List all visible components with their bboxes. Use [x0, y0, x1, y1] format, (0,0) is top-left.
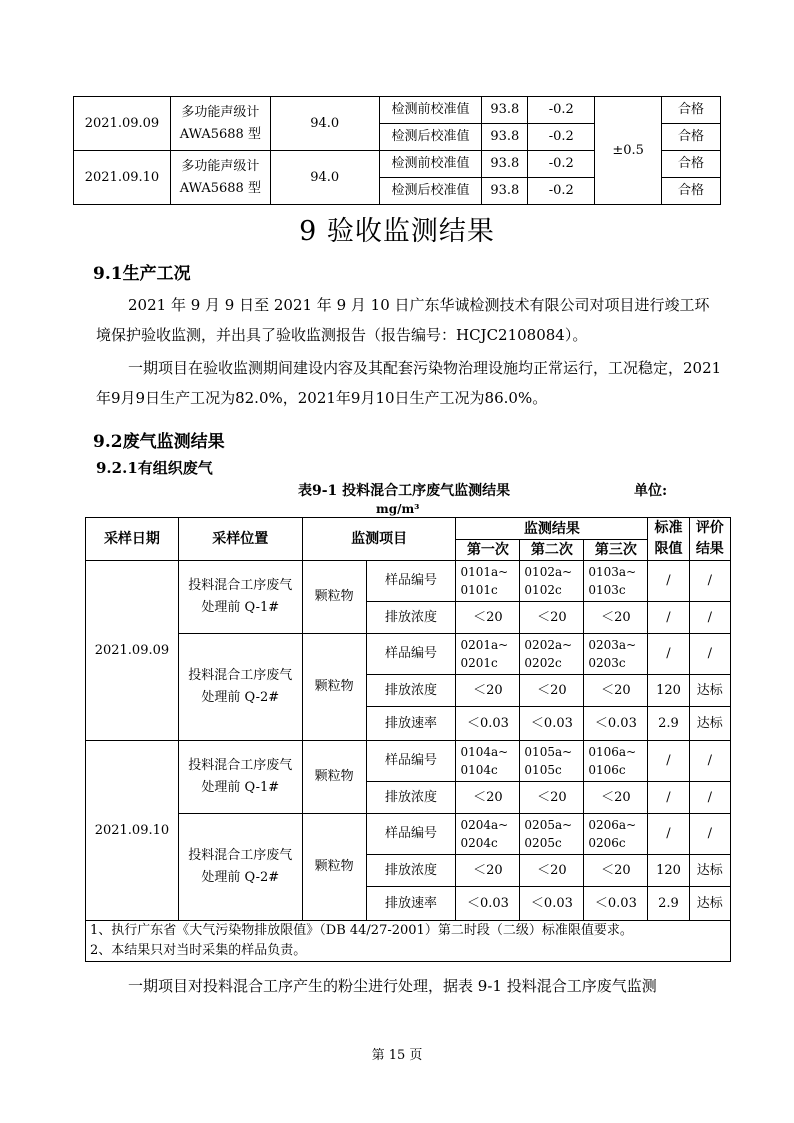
paragraph-text: 一期项目在验收监测期间建设内容及其配套污染物治理设施均正常运行，工况稳定，2021年9月9日生产工况为82.0%，2021年9月10日生产工况为86.0%。	[96, 359, 722, 407]
cell-eval: /	[689, 814, 730, 855]
cell-eval: /	[689, 634, 730, 675]
table-row	[86, 561, 731, 602]
page-number: 第 15 页	[371, 1048, 423, 1063]
table-note-row	[86, 921, 731, 942]
cell-value: ＜20	[584, 602, 648, 634]
cell-item: 排放浓度	[366, 602, 456, 634]
cell-pollutant: 颗粒物	[302, 561, 366, 634]
cell-eval: /	[689, 602, 730, 634]
table-row	[86, 741, 731, 782]
cell-eval: /	[689, 561, 730, 602]
cal-value: 93.8	[482, 124, 528, 151]
cell-date: 2021.09.09	[86, 561, 179, 741]
cell-value: ＜0.03	[584, 707, 648, 741]
header-first: 第一次	[456, 540, 520, 561]
cell-value: 0203a~ 0203c	[584, 634, 648, 675]
cell-item: 样品编号	[366, 741, 456, 782]
header-second: 第二次	[520, 540, 584, 561]
cal-result: 合格	[662, 124, 721, 151]
heading-9-2-1: 9.2.1有组织废气	[96, 459, 213, 477]
heading-9-2: 9.2废气监测结果	[93, 432, 225, 452]
cal-result: 合格	[662, 97, 721, 124]
table-note-row	[86, 941, 731, 962]
cell-value: 0102a~ 0102c	[520, 561, 584, 602]
paragraph-9-1-b	[96, 353, 722, 413]
cell-limit: /	[648, 741, 689, 782]
cell-eval: 达标	[689, 887, 730, 921]
cal-instrument: 多功能声级计 AWA5688 型	[170, 151, 270, 205]
cal-diff: -0.2	[528, 97, 595, 124]
cell-eval: /	[689, 741, 730, 782]
cell-limit: /	[648, 561, 689, 602]
cal-tolerance: ±0.5	[595, 97, 662, 205]
cell-value: ＜20	[520, 782, 584, 814]
cal-value: 93.8	[482, 151, 528, 178]
cell-value: 0205a~ 0205c	[520, 814, 584, 855]
cell-value: 0103a~ 0103c	[584, 561, 648, 602]
unit-value: mg/m³	[376, 502, 420, 516]
cell-limit: 120	[648, 855, 689, 887]
cell-value: ＜0.03	[520, 887, 584, 921]
cell-value: 0206a~ 0206c	[584, 814, 648, 855]
cell-eval: /	[689, 782, 730, 814]
header-result: 监测结果	[456, 518, 648, 540]
paragraph-text: 一期项目对投料混合工序产生的粉尘进行处理，据表 9-1 投料混合工序废气监测	[128, 977, 657, 995]
cell-location: 投料混合工序废气处理前 Q-2#	[178, 814, 302, 921]
cal-standard: 94.0	[270, 97, 379, 151]
cell-date: 2021.09.10	[86, 741, 179, 921]
cal-value: 93.8	[482, 178, 528, 205]
cell-eval: 达标	[689, 675, 730, 707]
cell-value: ＜20	[520, 602, 584, 634]
cell-value: ＜20	[456, 675, 520, 707]
cell-limit: 2.9	[648, 707, 689, 741]
cal-item: 检测后校准值	[379, 124, 482, 151]
cal-item: 检测前校准值	[379, 151, 482, 178]
cell-value: ＜20	[584, 675, 648, 707]
result-table	[85, 517, 731, 962]
cell-limit: /	[648, 634, 689, 675]
header-limit: 标准限值	[648, 518, 689, 561]
header-third: 第三次	[584, 540, 648, 561]
cell-value: ＜20	[456, 782, 520, 814]
cal-instrument: 多功能声级计 AWA5688 型	[170, 97, 270, 151]
cell-value: ＜0.03	[456, 707, 520, 741]
cell-pollutant: 颗粒物	[302, 634, 366, 741]
cal-item: 检测后校准值	[379, 178, 482, 205]
cell-value: 0201a~ 0201c	[456, 634, 520, 675]
table-caption: 表9-1 投料混合工序废气监测结果	[298, 483, 511, 499]
cell-value: 0202a~ 0202c	[520, 634, 584, 675]
cell-item: 排放浓度	[366, 855, 456, 887]
calibration-table	[73, 96, 721, 205]
header-location: 采样位置	[178, 518, 302, 561]
cell-value: ＜0.03	[584, 887, 648, 921]
cal-value: 93.8	[482, 97, 528, 124]
cal-standard: 94.0	[270, 151, 379, 205]
cell-item: 排放浓度	[366, 782, 456, 814]
paragraph-text: 2021 年 9 月 9 日至 2021 年 9 月 10 日广东华诚检测技术有限公司对项目进行竣工环境保护验收监测，并出具了验收监测报告（报告编号：HCJC2108084）。	[96, 296, 710, 344]
section-title: 9 验收监测结果	[299, 216, 495, 247]
cal-diff: -0.2	[528, 178, 595, 205]
cell-item: 排放浓度	[366, 675, 456, 707]
cell-pollutant: 颗粒物	[302, 814, 366, 921]
cal-item: 检测前校准值	[379, 97, 482, 124]
cell-eval: 达标	[689, 707, 730, 741]
cell-limit: /	[648, 814, 689, 855]
cell-value: 0106a~ 0106c	[584, 741, 648, 782]
cell-limit: 120	[648, 675, 689, 707]
cell-value: ＜0.03	[456, 887, 520, 921]
cell-value: 0101a~ 0101c	[456, 561, 520, 602]
header-item: 监测项目	[302, 518, 456, 561]
cell-value: ＜20	[584, 855, 648, 887]
table-row	[86, 814, 731, 855]
table-row	[86, 634, 731, 675]
cell-item: 样品编号	[366, 561, 456, 602]
cell-limit: /	[648, 782, 689, 814]
header-eval: 评价结果	[689, 518, 730, 561]
cal-date: 2021.09.10	[74, 151, 171, 205]
cell-limit: 2.9	[648, 887, 689, 921]
cell-value: ＜0.03	[520, 707, 584, 741]
header-date: 采样日期	[86, 518, 179, 561]
cell-value: ＜20	[520, 855, 584, 887]
unit-label: 单位:	[634, 483, 668, 499]
cell-location: 投料混合工序废气处理前 Q-1#	[178, 561, 302, 634]
cell-item: 排放速率	[366, 707, 456, 741]
cell-value: ＜20	[520, 675, 584, 707]
cell-value: ＜20	[456, 602, 520, 634]
table-note: 1、执行广东省《大气污染物排放限值》（DB 44/27-2001）第二时段（二级）标准限值要求。	[86, 921, 731, 942]
cal-date: 2021.09.09	[74, 97, 171, 151]
cell-pollutant: 颗粒物	[302, 741, 366, 814]
cell-item: 样品编号	[366, 814, 456, 855]
paragraph-9-1-a	[96, 290, 722, 350]
table-note: 2、本结果只对当时采集的样品负责。	[86, 941, 731, 962]
cal-result: 合格	[662, 178, 721, 205]
cell-value: ＜20	[456, 855, 520, 887]
cell-value: 0105a~ 0105c	[520, 741, 584, 782]
cell-eval: 达标	[689, 855, 730, 887]
tail-paragraph	[96, 971, 722, 1001]
cell-item: 排放速率	[366, 887, 456, 921]
cell-value: 0204a~ 0204c	[456, 814, 520, 855]
cal-result: 合格	[662, 151, 721, 178]
heading-9-1: 9.1生产工况	[93, 264, 191, 284]
cell-location: 投料混合工序废气处理前 Q-1#	[178, 741, 302, 814]
cell-value: ＜20	[584, 782, 648, 814]
cal-diff: -0.2	[528, 151, 595, 178]
cell-item: 样品编号	[366, 634, 456, 675]
cal-diff: -0.2	[528, 124, 595, 151]
cell-location: 投料混合工序废气处理前 Q-2#	[178, 634, 302, 741]
cell-limit: /	[648, 602, 689, 634]
cell-value: 0104a~ 0104c	[456, 741, 520, 782]
